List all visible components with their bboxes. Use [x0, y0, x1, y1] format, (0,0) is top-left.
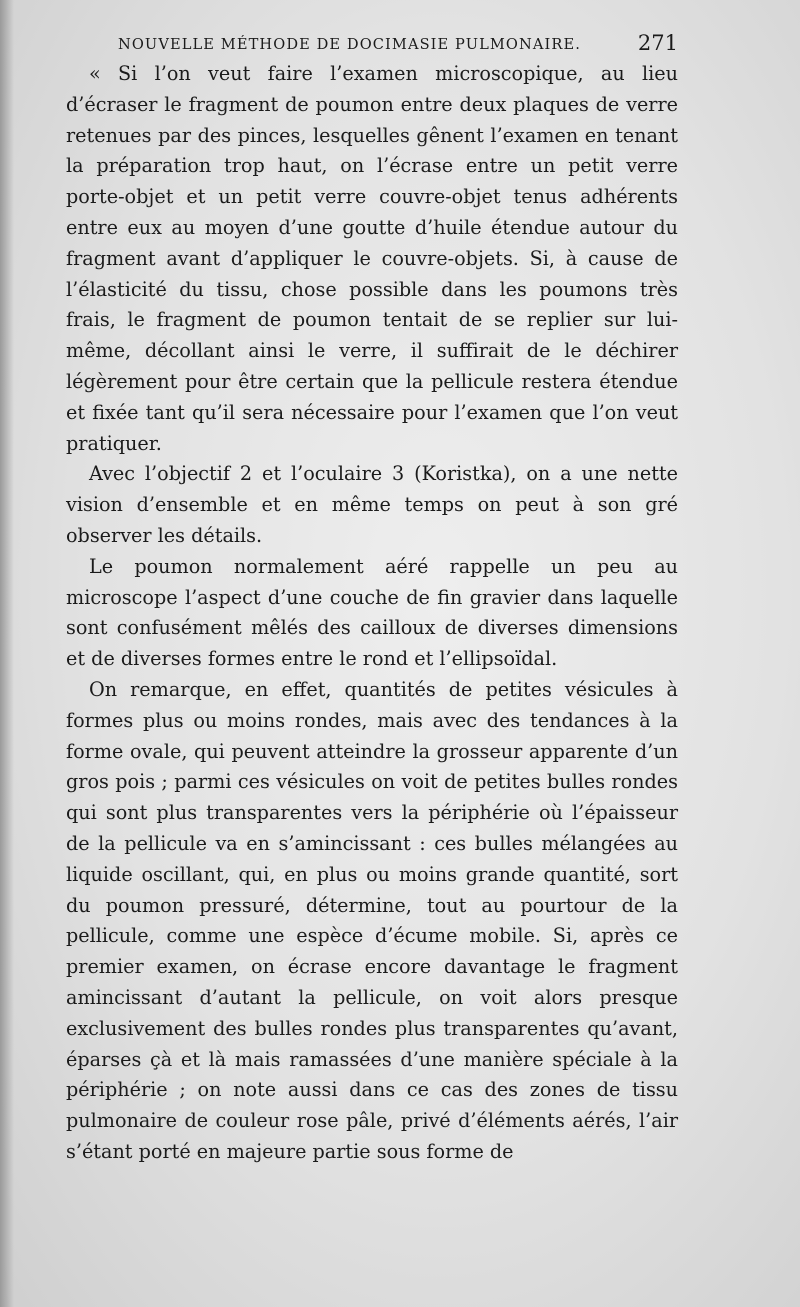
page-gutter-shadow: [0, 0, 14, 1307]
paragraph-normal-lung: Le poumon normalement aéré rappelle un peu au microscope l’aspect d’une couche de fin gravier dans laquelle sont confusément mêlés des cailloux de diverses dimensions et de diverses formes entre le rond et l’ellipsoïdal.: [66, 554, 678, 671]
body-text: [66, 59, 678, 1168]
page-number: 271: [637, 31, 678, 55]
paragraph-objective-ocular: Avec l’objectif 2 et l’oculaire 3 (Koristka), on a une nette vision d’ensemble et en même temps on peut à son gré observer les détails.: [66, 462, 678, 547]
paragraph-vesicles-bubbles: On remarque, en effet, quantités de petites vésicules à formes plus ou moins rondes, mais avec des tendances à la forme ovale, qui peuvent atteindre la grosseur apparente d’un gros pois ; parmi ces vésicules on voit de petites bulles rondes qui sont plus transparentes vers la périphérie où l’épaisseur de la pellicule va en s’amincissant : ces bulles mélangées au liquide oscillant, qui, en plus ou moins grande quantité, sort du poumon pressuré, détermine, tout au pourtour de la pellicule, comme une espèce d’écume mobile. Si, après ce premier examen, on écrase encore davantage le fragment amincissant d’autant la pellicule, on voit alors presque exclusivement des bulles rondes plus transparentes qu’avant, éparses çà et là mais ramassées d’une manière spéciale à la périphérie ; on note aussi dans ce cas des zones de tissu pulmonaire de couleur rose pâle, privé d’éléments aérés, l’air s’étant porté en majeure partie sous forme de: [66, 677, 678, 1163]
paragraph-microscopic-exam: « Si l’on veut faire l’examen microscopique, au lieu d’écraser le fragment de poumon entre deux plaques de verre retenues par des pinces, lesquelles gênent l’examen en tenant la préparation trop haut, on l’écrase entre un petit verre porte-objet et un petit verre couvre-objet tenus adhérents entre eux au moyen d’une goutte d’huile étendue autour du fragment avant d’appliquer le couvre-objets. Si, à cause de l’élasticité du tissu, chose possible dans les poumons très frais, le fragment de poumon tentait de se replier sur lui-même, décollant ainsi le verre, il suffirait de le déchirer légèrement pour être certain que la pellicule restera étendue et fixée tant qu’il sera nécessaire pour l’examen que l’on veut pratiquer.: [66, 62, 678, 455]
running-head: [118, 33, 678, 59]
running-title: NOUVELLE MÉTHODE DE DOCIMASIE PULMONAIRE.: [118, 36, 581, 53]
